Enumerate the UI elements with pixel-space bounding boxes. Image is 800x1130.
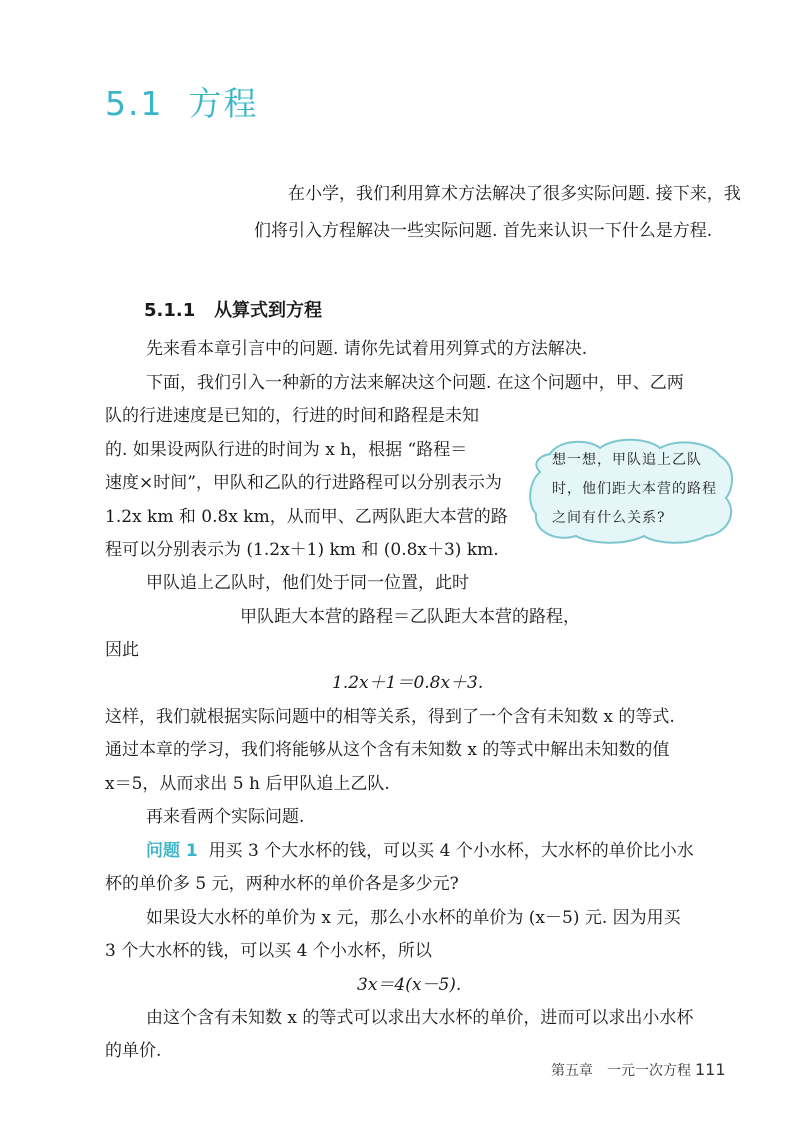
- body-line: 先来看本章引言中的问题. 请你先试着用列算式的方法解决.: [146, 339, 588, 359]
- page-number: 111: [695, 1060, 726, 1079]
- page-footer: [551, 1060, 726, 1080]
- subsection-heading: [144, 296, 322, 322]
- body-line: 因此: [105, 640, 139, 660]
- body-line: 3 个大水杯的钱，可以买 4 个小水杯，所以: [105, 941, 432, 961]
- body-line: 1.2x km 和 0.8x km，从而甲、乙两队距大本营的路: [105, 507, 508, 527]
- body-line: 的. 如果设两队行进的时间为 x h，根据 “路程＝: [105, 440, 468, 460]
- callout-text: 想一想，甲队追上乙队时，他们距大本营的路程之间有什么关系?: [552, 452, 717, 526]
- body-line: 的单价.: [105, 1041, 162, 1061]
- section-number: 5.1: [105, 84, 164, 123]
- body-line: 杯的单价多 5 元，两种水杯的单价各是多少元?: [105, 874, 459, 894]
- problem-1-text: 用买 3 个大水杯的钱，可以买 4 个小水杯，大水杯的单价比小水: [208, 841, 694, 861]
- body-line: x＝5，从而求出 5 h 后甲队追上乙队.: [105, 774, 390, 794]
- body-line: 速度×时间”，甲队和乙队的行进路程可以分别表示为: [105, 473, 502, 493]
- body-line: 下面，我们引入一种新的方法来解决这个问题. 在这个问题中，甲、乙两: [146, 373, 684, 393]
- body-line: 这样，我们就根据实际问题中的相等关系，得到了一个含有未知数 x 的等式.: [105, 707, 675, 727]
- body-line: 由这个含有未知数 x 的等式可以求出大水杯的单价，进而可以求出小水杯: [146, 1008, 694, 1028]
- section-name: 方程: [188, 84, 259, 123]
- section-title: [105, 78, 258, 125]
- intro-paragraph: 在小学，我们利用算术方法解决了很多实际问题. 接下来，我们将引入方程解决一些实际问题. 首先来认识一下什么是方程.: [254, 184, 741, 241]
- body-line: 程可以分别表示为 (1.2x＋1) km 和 (0.8x＋3) km.: [105, 540, 499, 560]
- body-line: 如果设大水杯的单价为 x 元，那么小水杯的单价为 (x－5) 元. 因为用买: [146, 908, 681, 928]
- subsection-number: 5.1.1: [144, 300, 196, 321]
- body-line: 甲队追上乙队时，他们处于同一位置，此时: [146, 573, 469, 593]
- chapter-label: 第五章 一元一次方程: [551, 1063, 691, 1079]
- problem-1-line: [146, 836, 694, 866]
- equation-2: 3x＝4(x－5).: [357, 975, 462, 995]
- body-line: 通过本章的学习，我们将能够从这个含有未知数 x 的等式中解出未知数的值: [105, 740, 670, 760]
- equation-1: 1.2x＋1＝0.8x＋3.: [332, 673, 484, 693]
- subsection-title: 从算式到方程: [214, 300, 323, 321]
- display-sentence: 甲队距大本营的路程＝乙队距大本营的路程，: [240, 607, 580, 627]
- body-line: 队的行进速度是已知的，行进的时间和路程是未知: [105, 406, 479, 426]
- problem-1-label: 问题 1: [146, 841, 198, 861]
- body-line: 再来看两个实际问题.: [146, 807, 305, 827]
